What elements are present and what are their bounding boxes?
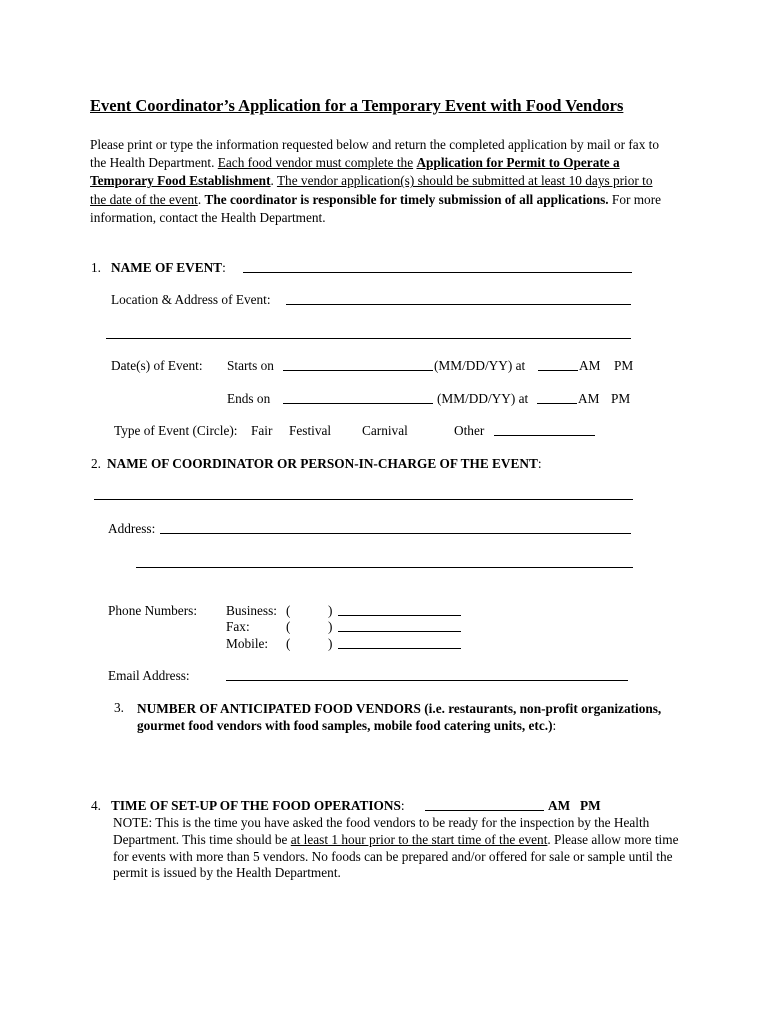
start-am-option[interactable]: AM: [579, 358, 601, 373]
end-am-option[interactable]: AM: [578, 391, 600, 406]
phone-numbers-label: Phone Numbers:: [108, 603, 198, 618]
setup-am-option[interactable]: AM: [548, 798, 571, 813]
section-1-number: 1.: [91, 260, 101, 275]
setup-time-field[interactable]: [425, 810, 544, 811]
setup-note-emphasis: at least 1 hour prior to the start time of the event: [290, 831, 548, 847]
event-type-carnival[interactable]: Carnival: [362, 423, 408, 438]
vendor-application-name: Application for Permit to Operate a Temporary Food Establishment: [90, 155, 620, 189]
fax-label: Fax:: [226, 619, 250, 634]
fax-area-open: (: [286, 619, 291, 634]
ends-on-label: Ends on: [227, 391, 271, 406]
start-date-field[interactable]: [283, 370, 433, 371]
section-4-heading: TIME OF SET-UP OF THE FOOD OPERATIONS:: [111, 798, 405, 813]
setup-note: NOTE: This is the time you have asked the food vendors to be ready for the inspection by the Health Department. This time should be at least 1 hour prior to the start time of the event. Please allow more time for events with more than 5 vendors. No foods can be prepared and/or offered for sale or sample until the permit is issued by the Health Department.: [113, 815, 679, 881]
mobile-phone-label: Mobile:: [226, 636, 269, 651]
mobile-phone-field[interactable]: [338, 648, 461, 649]
deadline-text: The vendor application(s) should be submitted at least 10 days prior to the date of the event: [90, 173, 653, 207]
business-phone-field[interactable]: [338, 615, 461, 616]
section-2-heading: NAME OF COORDINATOR OR PERSON-IN-CHARGE OF THE EVENT:: [107, 456, 542, 471]
address-field-line-2[interactable]: [136, 567, 633, 568]
event-type-festival[interactable]: Festival: [289, 423, 332, 438]
start-date-format: (MM/DD/YY) at: [434, 358, 526, 373]
end-pm-option[interactable]: PM: [611, 391, 631, 406]
business-phone-label: Business:: [226, 603, 277, 618]
business-area-close: ): [328, 603, 333, 618]
section-1-heading: NAME OF EVENT:: [111, 260, 226, 275]
event-type-other[interactable]: Other: [454, 423, 485, 438]
address-label: Address:: [108, 521, 156, 536]
mobile-area-close: ): [328, 636, 333, 651]
section-3-number: 3.: [114, 700, 124, 715]
coordinator-name-field[interactable]: [94, 499, 633, 500]
end-date-field[interactable]: [283, 403, 433, 404]
end-time-field[interactable]: [537, 403, 577, 404]
location-field[interactable]: [286, 304, 631, 305]
mobile-area-open: (: [286, 636, 291, 651]
page-title: Event Coordinator’s Application for a Temporary Event with Food Vendors: [90, 96, 624, 115]
fax-area-close: ): [328, 619, 333, 634]
starts-on-label: Starts on: [227, 358, 274, 373]
location-field-line-2[interactable]: [106, 338, 631, 339]
location-label: Location & Address of Event:: [111, 292, 271, 307]
event-type-fair[interactable]: Fair: [251, 423, 273, 438]
section-4-number: 4.: [91, 798, 101, 813]
section-2-number: 2.: [91, 456, 101, 471]
dates-label: Date(s) of Event:: [111, 358, 203, 373]
intro-text-2: Each food vendor must complete the Application for Permit to Operate a Temporary Food Establishment.: [90, 155, 620, 189]
fax-field[interactable]: [338, 631, 461, 632]
event-type-label: Type of Event (Circle):: [114, 423, 238, 438]
start-pm-option[interactable]: PM: [614, 358, 634, 373]
intro-paragraph: Please print or type the information requested below and return the completed application by mail or fax to the Health Department. Each food vendor must complete the Application for Permit to Operate a Temporary Food Establishment. The vendor application(s) should be submitted at least 10 days prior to the date of the event. The coordinator is responsible for timely submission of all applications. For more information, contact the Health Department.: [90, 137, 662, 225]
section-3-heading: NUMBER OF ANTICIPATED FOOD VENDORS (i.e. restaurants, non-profit organizations, gourmet food vendors with food samples, mobile food catering units, etc.):: [137, 701, 662, 733]
setup-pm-option[interactable]: PM: [580, 798, 601, 813]
end-date-format: (MM/DD/YY) at: [437, 391, 529, 406]
contact-text: For more information, contact the Health Department.: [90, 191, 662, 225]
address-field[interactable]: [160, 533, 631, 534]
start-time-field[interactable]: [538, 370, 578, 371]
email-label: Email Address:: [108, 668, 190, 683]
coordinator-responsibility: The coordinator is responsible for timely submission of all applications.: [204, 191, 609, 207]
intro-text-1: Please print or type the information requested below and return the completed application by mail or fax to the Health Department.: [90, 137, 660, 171]
email-field[interactable]: [226, 680, 628, 681]
business-area-open: (: [286, 603, 291, 618]
event-name-field[interactable]: [243, 272, 632, 273]
event-type-other-field[interactable]: [494, 435, 595, 436]
